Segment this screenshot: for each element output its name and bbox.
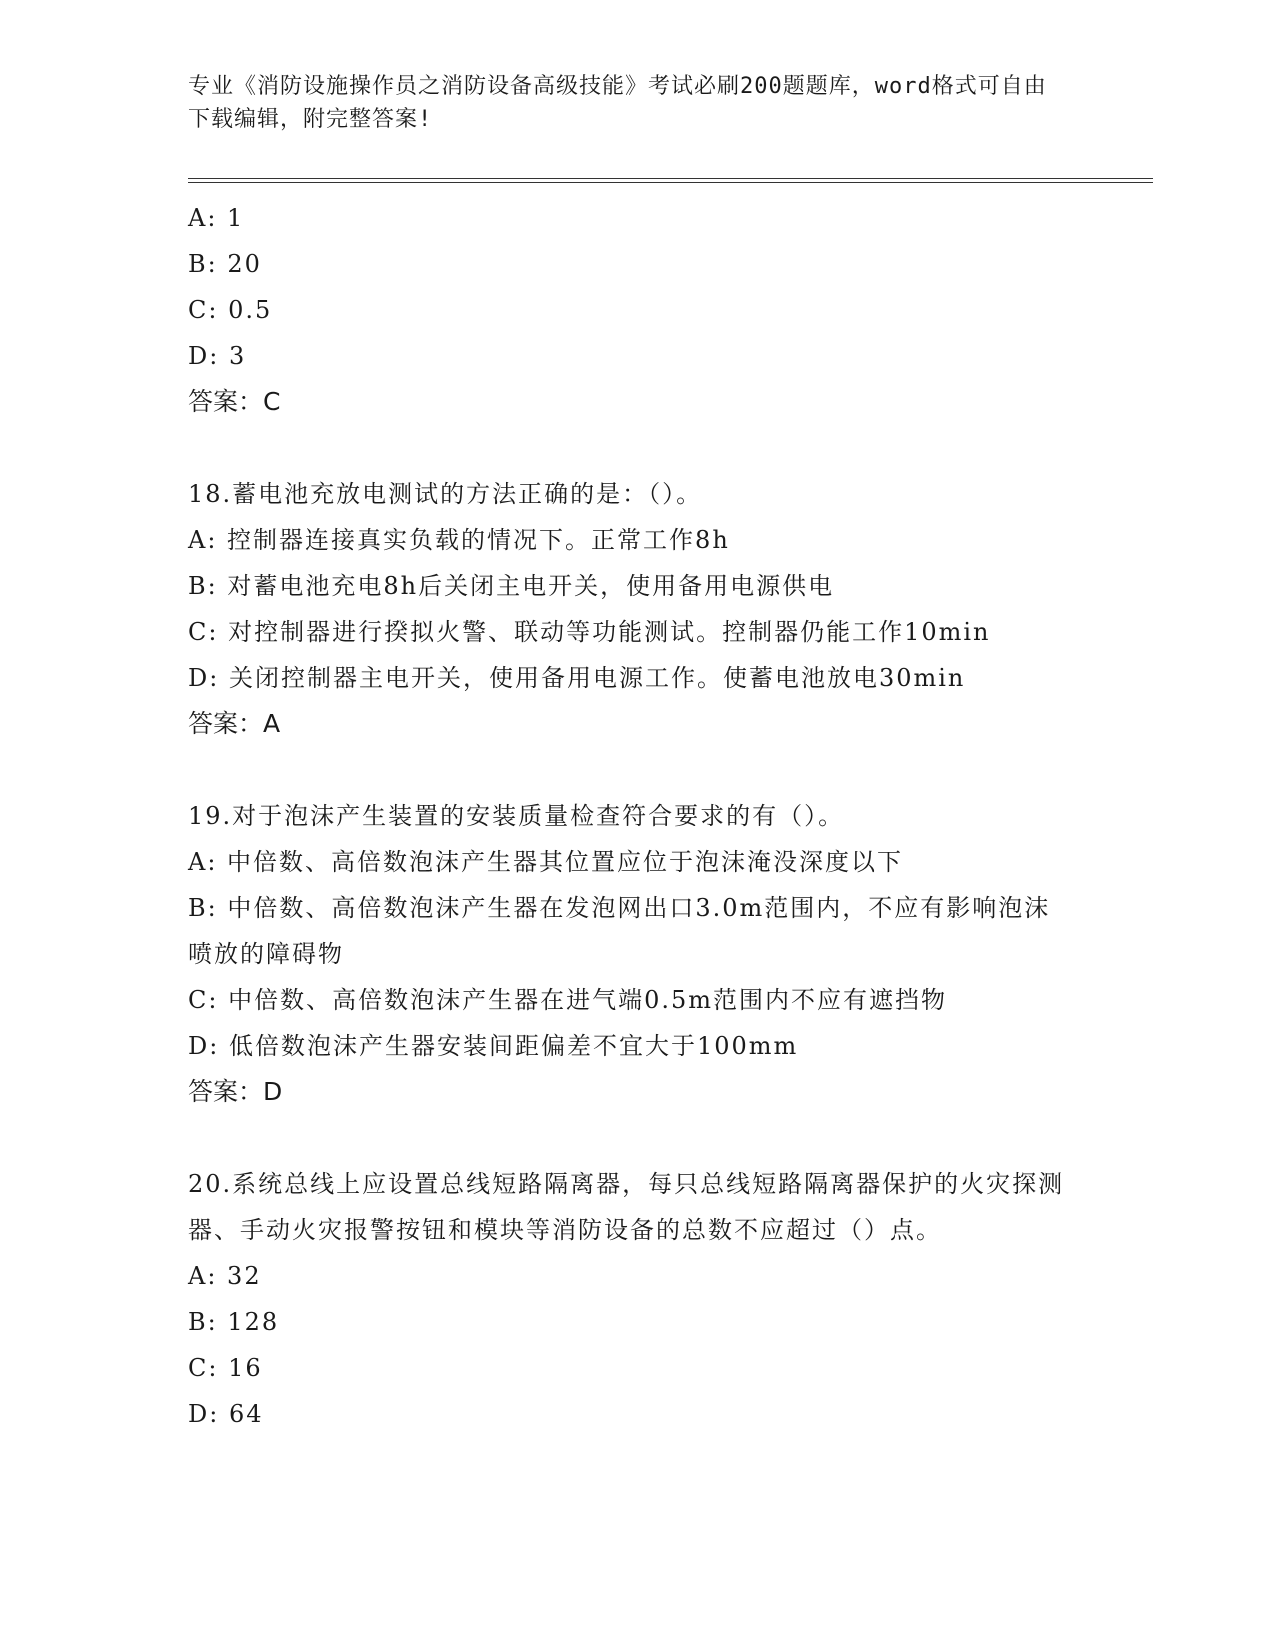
option-c: C: 中倍数、高倍数泡沫产生器在进气端0.5m范围内不应有遮挡物 [188,986,948,1014]
option-a: A: 中倍数、高倍数泡沫产生器其位置应位于泡沫淹没深度以下 [188,848,904,876]
option-b: B: 128 [188,1308,280,1336]
option-a: A: 1 [188,204,245,232]
answer: 答案：A [188,709,281,738]
question-18 [188,471,1148,747]
question-text: 20.系统总线上应设置总线短路隔离器，每只总线短路隔离器保护的火灾探测器、手动火灾报警按钮和模块等消防设备的总数不应超过（）点。 [188,1170,1065,1244]
header-divider [188,178,1153,183]
option-a: A: 32 [188,1262,262,1290]
option-c: C: 16 [188,1354,263,1382]
option-d: D: 低倍数泡沫产生器安装间距偏差不宜大于100mm [188,1032,799,1060]
question-text: 19.对于泡沫产生装置的安装质量检查符合要求的有（）。 [188,802,845,830]
option-b: B: 中倍数、高倍数泡沫产生器在发泡网出口3.0m范围内，不应有影响泡沫喷放的障碍物 [188,894,1051,968]
document-page [188,70,1148,1437]
option-c: C: 0.5 [188,296,273,324]
question-19 [188,793,1148,1115]
question-text: 18.蓄电池充放电测试的方法正确的是：（）。 [188,480,703,508]
option-d: D: 关闭控制器主电开关，使用备用电源工作。使蓄电池放电30min [188,664,966,692]
answer: 答案：D [188,1077,283,1106]
question-17 [188,195,1148,425]
option-b: B: 20 [188,250,262,278]
option-b: B: 对蓄电池充电8h后关闭主电开关，使用备用电源供电 [188,572,835,600]
answer: 答案：C [188,387,281,416]
option-d: D: 64 [188,1400,264,1428]
option-d: D: 3 [188,342,247,370]
document-header: 专业《消防设施操作员之消防设备高级技能》考试必刷200题题库，word格式可自由下载编辑，附完整答案! [188,74,1047,132]
document-body [188,195,1148,1437]
option-a: A: 控制器连接真实负载的情况下。正常工作8h [188,526,730,554]
question-20 [188,1161,1148,1437]
option-c: C: 对控制器进行揆拟火警、联动等功能测试。控制器仍能工作10min [188,618,991,646]
